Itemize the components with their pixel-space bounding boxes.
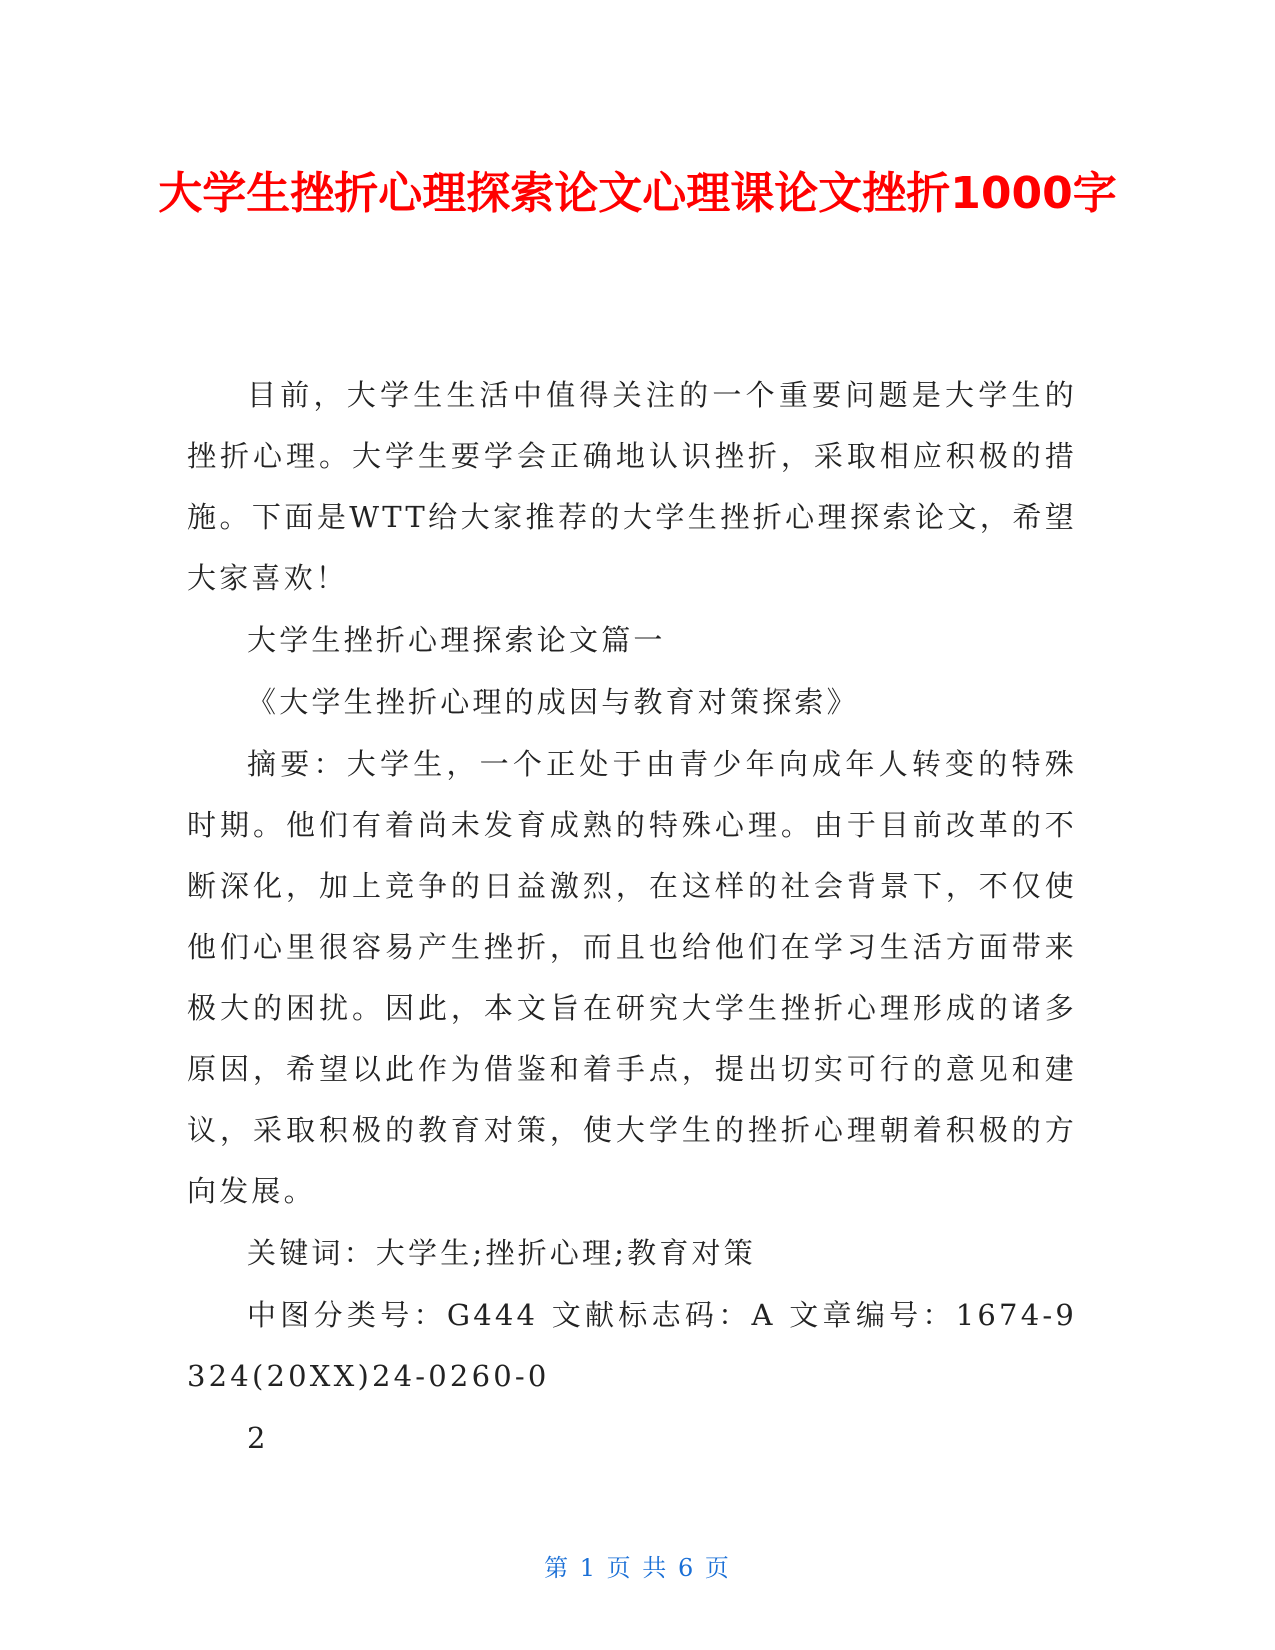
section-heading: 大学生挫折心理探索论文篇一 xyxy=(247,623,666,657)
document-body xyxy=(187,365,1077,1470)
intro-paragraph: 目前，大学生生活中值得关注的一个重要问题是大学生的挫折心理。大学生要学会正确地认识挫折，采取相应积极的措施。下面是WTT给大家推荐的大学生挫折心理探索论文，希望大家喜欢！ xyxy=(187,378,1077,595)
page-title: 大学生挫折心理探索论文心理课论文挫折1000字 xyxy=(158,168,1117,219)
keywords-line: 关键词：大学生;挫折心理;教育对策 xyxy=(247,1236,756,1270)
abstract-paragraph: 摘要：大学生，一个正处于由青少年向成年人转变的特殊时期。他们有着尚未发育成熟的特殊心理。由于目前改革的不断深化，加上竞争的日益激烈，在这样的社会背景下，不仅使他们心里很容易产生挫折，而且也给他们在学习生活方面带来极大的困扰。因此，本文旨在研究大学生挫折心理形成的诸多原因，希望以此作为借鉴和着手点，提出切实可行的意见和建议，采取积极的教育对策，使大学生的挫折心理朝着积极的方向发展。 xyxy=(187,747,1077,1208)
continuation-line: 2 xyxy=(247,1421,269,1455)
classification-line: 中图分类号：G444 文献标志码：A 文章编号：1674-9324(20XX)24-0260-0 xyxy=(187,1298,1077,1393)
page-number-footer: 第 1 页 共 6 页 xyxy=(544,1554,731,1582)
paper-title: 《大学生挫折心理的成因与教育对策探索》 xyxy=(247,685,859,719)
